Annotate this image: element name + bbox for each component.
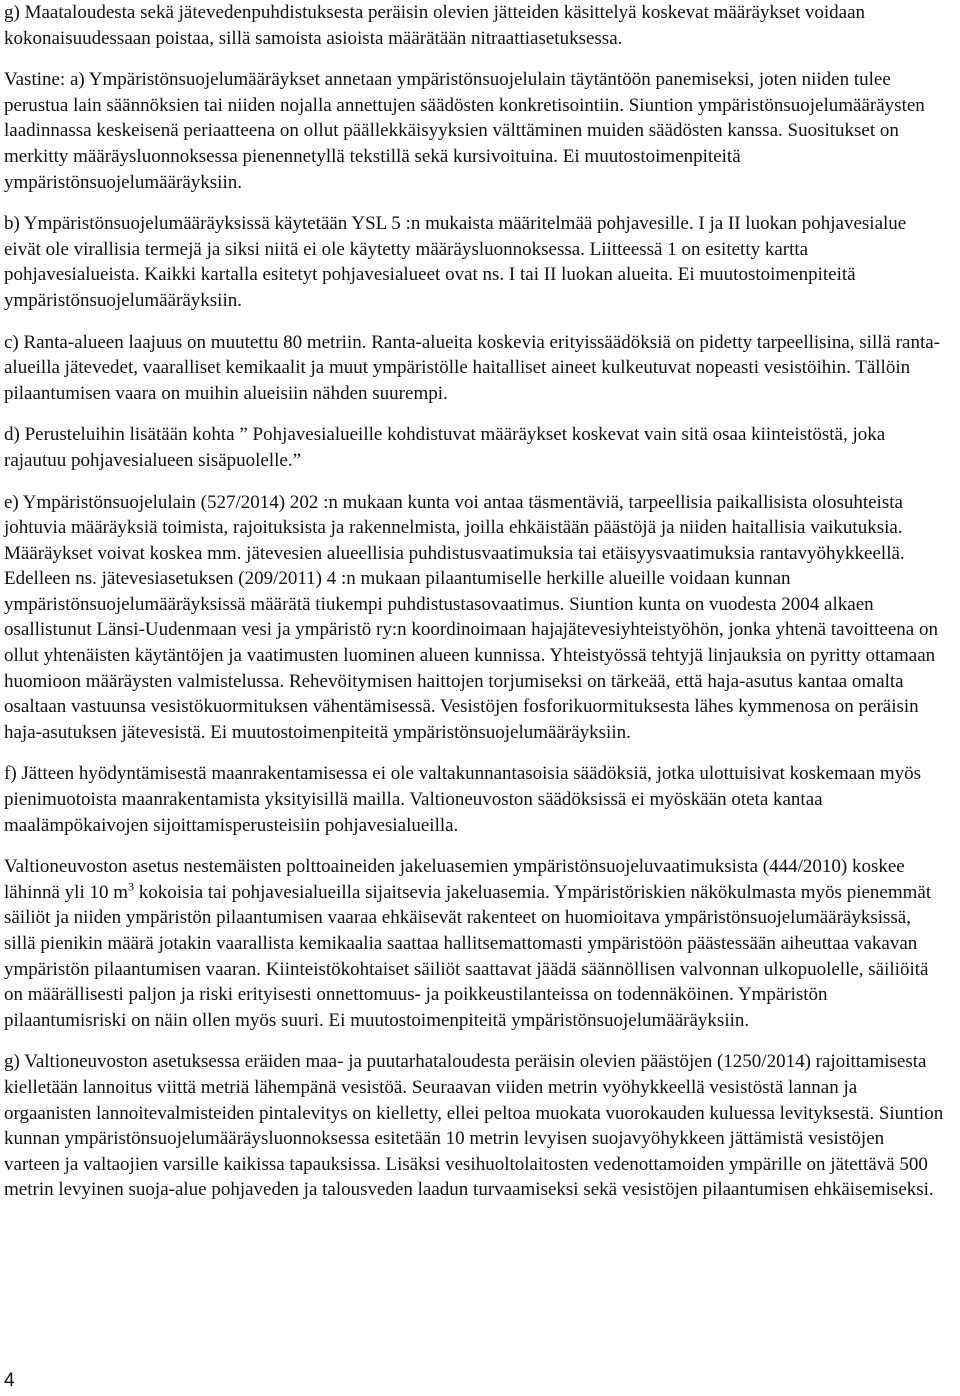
- asetus-text-part2: kokoisia tai pohjavesialueilla sijaitsevia jakeluasemia. Ympäristöriskien näkökulmasta myös pienemmät säiliöt ja niiden ympäristön pilaantumisen vaaraa ehkäisevät rakenteet on huomioitava ympäristönsuojelumääräyksissä, sillä pienikin määrä jotakin vaarallista kemikaalia saattaa hallitsemattomasti ympäristöön päästessään aiheuttaa vakavan ympäristön pilaantumisen vaaran. Kiinteistökohtaiset säiliöt saattavat jäädä säännöllisen valvonnan ulkopuolelle, säiliöitä on määrällisesti paljon ja riski erityisesti onnettomuus- ja poikkeustilanteissa on todennäköinen. Ympäristön pilaantumisriski on näin ollen myös suuri. Ei muutostoimenpiteitä ympäristönsuojelumääräyksiin.: [4, 881, 932, 1031]
- paragraph-c: c) Ranta-alueen laajuus on muutettu 80 metriin. Ranta-alueita koskevia erityissäädöksiä on pidetty tarpeellisina, sillä ranta-alueilla jätevedet, vaaralliset kemikaalit ja muut ympäristölle haitalliset aineet kulkeutuvat nopeasti vesistöihin. Tällöin pilaantumisen vaara on muihin alueisiin nähden suurempi.: [4, 331, 940, 404]
- paragraph-f: f) Jätteen hyödyntämisestä maanrakentamisessa ei ole valtakunnantasoisia säädöksiä, jotka ulottuisivat koskemaan myös pienimuotoista maanrakentamista yksityisillä mailla. Valtioneuvoston säädöksissä ei myöskään oteta kantaa maalämpökaivojen sijoittamisperusteisiin pohjavesialueilla.: [4, 763, 922, 836]
- vastine-label: Vastine:: [4, 69, 66, 91]
- paragraph-valtioneuvoston-asetus: [4, 854, 944, 1033]
- paragraph-d: d) Perusteluihin lisätään kohta ” Pohjavesialueille kohdistuvat määräykset koskevat vain sitä osaa kiinteistöstä, joka rajautuu pohjavesialueen sisäpuolelle.”: [4, 424, 886, 471]
- paragraph-e: e) Ympäristönsuojelulain (527/2014) 202 :n mukaan kunta voi antaa täsmentäviä, tarpeellisia paikallisista olosuhteista johtuvia määräyksiä toimista, rajoituksista ja rakennelmista, joilla ehkäistään päästöjä ja niiden haitallisia vaikutuksia. Määräykset voivat koskea mm. jätevesien alueellisia puhdistusvaatimuksia tai etäisyysvaatimuksia rantavyöhykkeellä. Edelleen ns. jätevesiasetuksen (209/2011) 4 :n mukaan pilaantumiselle herkille alueille voidaan kunnan ympäristönsuojelumääräyksissä määrätä tiukempi puhdistustasovaatimus. Siuntion kunta on vuodesta 2004 alkaen osallistunut Länsi-Uudenmaan vesi ja ympäristö ry:n koordinoimaan hajajätevesiyhteistyöhön, jonka yhtenä tavoitteena on ollut yhtenäisten käytäntöjen ja vaatimusten luominen alueen kunnissa. Yhteistyössä tehtyjä linjauksia on pyritty ottamaan huomioon määräysten valmistelussa. Rehevöitymisen haittojen torjumiseksi on tärkeää, että haja-asutus kantaa omalta osaltaan vastuunsa vesistökuormituksen vähentämisessä. Vesistöjen fosforikuormituksesta lähes kymmenosa on peräisin haja-asutuksen jätevesistä. Ei muutostoimenpiteitä ympäristönsuojelumääräyksiin.: [4, 491, 938, 743]
- asetus-text-part1: Valtioneuvoston asetus nestemäisten polttoaineiden jakeluasemien ympäristönsuojeluvaatimuksista (444/2010) koskee lähinnä yli 10 m: [4, 856, 905, 903]
- page-number: 4: [4, 1370, 15, 1391]
- paragraph-g-intro: g) Maataloudesta sekä jätevedenpuhdistuksesta peräisin olevien jätteiden käsittelyä koskevat määräykset voidaan kokonaisuudessaan poistaa, sillä samoista asioista määrätään nitraattiasetuksessa.: [4, 2, 866, 49]
- paragraph-b: b) Ympäristönsuojelumääräyksissä käytetään YSL 5 :n mukaista määritelmää pohjavesille. I ja II luokan pohjavesialue eivät ole virallisia termejä ja siksi niitä ei ole käytetty määräysluonnoksessa. Liitteessä 1 on esitetty kartta pohjavesialueista. Kaikki kartalla esitetyt pohjavesialueet ovat ns. I tai II luokan alueita. Ei muutostoimenpiteitä ympäristönsuojelumääräyksiin.: [4, 213, 907, 311]
- vastine-a-text: a) Ympäristönsuojelumääräykset annetaan ympäristönsuojelulain täytäntöön panemiseksi, joten niiden tulee perustua lain säännöksien tai niiden nojalla annettujen säädösten konkretisointiin. Siuntion ympäristönsuojelumääräysten laadinnassa keskeisenä periaatteena on ollut päällekkäisyyksien välttäminen muiden säädösten kanssa. Suositukset on merkitty määräysluonnoksessa pienennetyllä tekstillä sekä kursivoituina. Ei muutostoimenpiteitä ympäristönsuojelumääräyksiin.: [4, 69, 925, 193]
- document-page: [4, 0, 944, 1219]
- superscript-3: 3: [128, 879, 135, 894]
- paragraph-g: g) Valtioneuvoston asetuksessa eräiden maa- ja puutarhataloudesta peräisin olevien päästöjen (1250/2014) rajoittamisesta kielletään lannoitus viittä metriä lähempänä vesistöä. Seuraavan viiden metrin vyöhykkeellä vesistöstä lannan ja orgaanisten lannoitevalmisteiden pintalevitys on kielletty, ellei peltoa muokata vuorokauden kuluessa levityksestä. Siuntion kunnan ympäristönsuojelumääräysluonnoksessa esitetään 10 metrin levyisen suojavyöhykkeen jättämistä vesistöjen varteen ja valtaojien varsille kaikissa tapauksissa. Lisäksi vesihuoltolaitosten vedenottamoiden ympärille on jätettävä 500 metrin levyinen suoja-alue pohjaveden ja talousveden laadun turvaamiseksi sekä vesistöjen pilaantumisen ehkäisemiseksi.: [4, 1051, 944, 1201]
- paragraph-vastine-a: [4, 67, 944, 195]
